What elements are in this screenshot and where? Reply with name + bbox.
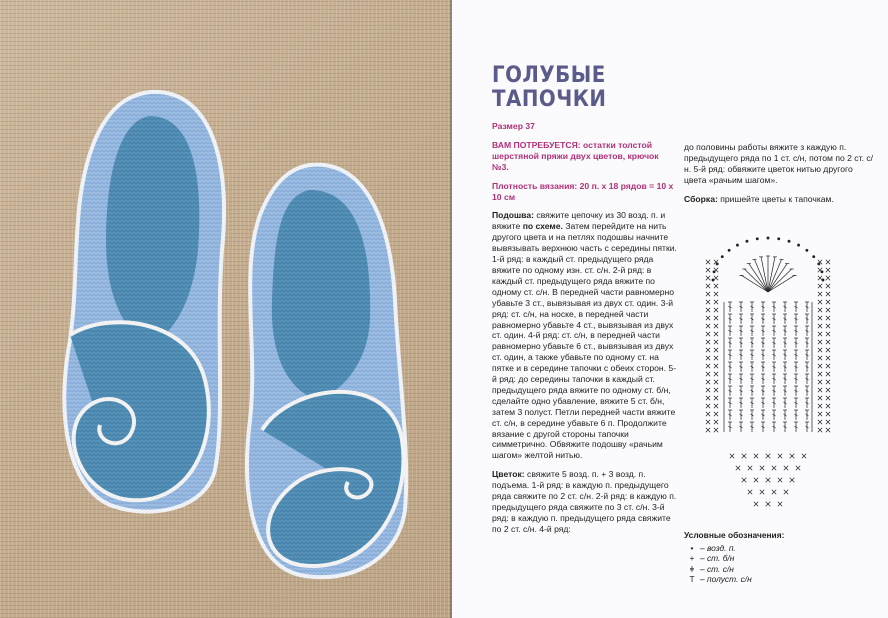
legend-symbol: + [689, 553, 695, 564]
instructions-page [452, 0, 888, 618]
sole-label: Подошва: [492, 210, 534, 221]
chart-chain-dot [778, 238, 780, 240]
chart-stroke [768, 259, 781, 292]
legend-symbol: Т [689, 574, 695, 585]
chart-stroke [768, 275, 795, 292]
materials-text: остатки толстой шерстяной пряжи двух цветов, крючок №3. [492, 139, 659, 172]
chart-chain-dot [746, 240, 748, 242]
chart-chain-dot [788, 240, 790, 242]
chart-chain-dot [728, 249, 730, 251]
gauge-label: Плотность вязания: [492, 180, 578, 191]
legend-item [684, 564, 874, 575]
crochet-chart [698, 222, 838, 518]
size-label: Размер 37 [492, 121, 535, 131]
legend-item [684, 543, 874, 554]
chart-chain-dot [767, 237, 769, 239]
legend-symbol: • [690, 542, 694, 553]
chart-chain-dot [813, 256, 815, 258]
chart-chain-dot [797, 244, 799, 246]
chart-chain-dot [756, 238, 758, 240]
chart-chain-dot [806, 249, 808, 251]
legend-title: Условные обозначения: [684, 530, 785, 540]
instructions-column-2 [684, 142, 874, 213]
flower-label: Цветок: [492, 469, 525, 480]
gauge-text: 20 п. х 18 рядов = 10 х 10 см [492, 180, 674, 202]
title-line-1: ГОЛУБЫЕ [492, 63, 606, 88]
assembly-paragraph [684, 194, 874, 205]
legend-item [684, 574, 874, 585]
legend-desc: – возд. п. [700, 542, 736, 553]
page-title [492, 64, 606, 112]
materials-label: ВАМ ПОТРЕБУЕТСЯ: [492, 139, 581, 150]
assembly-text: пришейте цветы к тапочкам. [720, 193, 834, 204]
chart-chain-dot [736, 244, 738, 246]
legend [684, 530, 874, 585]
title-line-2: ТАПОЧКИ [492, 87, 607, 112]
flower-paragraph [492, 469, 677, 534]
chart-chain-dot [721, 256, 723, 258]
sole-emph: по схеме. [522, 221, 563, 232]
assembly-label: Сборка: [684, 193, 718, 204]
materials-paragraph [492, 140, 677, 173]
legend-desc: – полуст. с/н [700, 574, 752, 585]
legend-desc: – ст. б/н [700, 553, 735, 564]
legend-item [684, 553, 874, 564]
right-slipper [247, 165, 406, 578]
flower-text: свяжите 5 возд. п. + 3 возд. п. подъема. 1-й ряд: в каждую п. предыдущего ряда свяжите по 2 ст. с/н. 2-й ряд: в каждую п. предыдущего ряда свяжите по 3 ст. с/н. 3-й ряд: в каждую п. предыдущего ряда свяжите по 2 ст. с/н. 4-й ряд: [492, 469, 677, 534]
chart-stroke [755, 259, 768, 292]
sole-paragraph [492, 210, 677, 461]
gauge-paragraph [492, 181, 677, 203]
left-slipper [64, 92, 224, 512]
sole-text-a: свяжите цепочку из 30 возд. п. и вяжите [492, 210, 666, 232]
legend-desc: – ст. с/н [700, 563, 734, 574]
sole-text-b: Затем перейдите на нить другого цвета и на петлях подошвы начните вывязывать верхнюю часть с середины пятки. 1-й ряд: в каждый ст. предыдущего ряда вяжите по одному изн. ст. с/н. 2-й ряд: в каждый ст. предыдущего ряда вяжите по одному ст. с/н. В передней части равномерно убавьте 3 ст., вывязывая из двух ст. один. 3-й ряд: ст. с/н, на носке, в передней части равномерно убавьте 4 ст., вывязывая из двух ст. один. 4-й ряд: ст. с/н, в передней части равномерно убавьте 6 ст., вывязывая из двух ст. один, а также убавьте по одному ст. на пятке и в середине тапочки с обеих сторон. 5-й ряд: до середины тапочки в каждый ст. предыдущего ряда вяжите по одному ст. б/н, сделайте одно убавление, вяжите 5 ст. б/н, затем 3 полуст. Петли передней части вяжите ст. с/н, в середине убавьте 6 п. Продолжите вязание с другой стороны тапочки симметрично. Обвяжите подошву «рачьим шагом» желтой нитью. [492, 221, 677, 461]
instructions-column-1 [492, 121, 677, 543]
flower-continued: до половины работы вяжите з каждую п. предыдущего ряда по 1 ст. с/н, потом по 2 ст. с/н. 5-й ряд: обвяжите цветок нитью другого цвета «рачьим шагом». [684, 142, 874, 185]
legend-symbol: ǂ [689, 563, 695, 574]
chart-stroke [741, 275, 768, 292]
